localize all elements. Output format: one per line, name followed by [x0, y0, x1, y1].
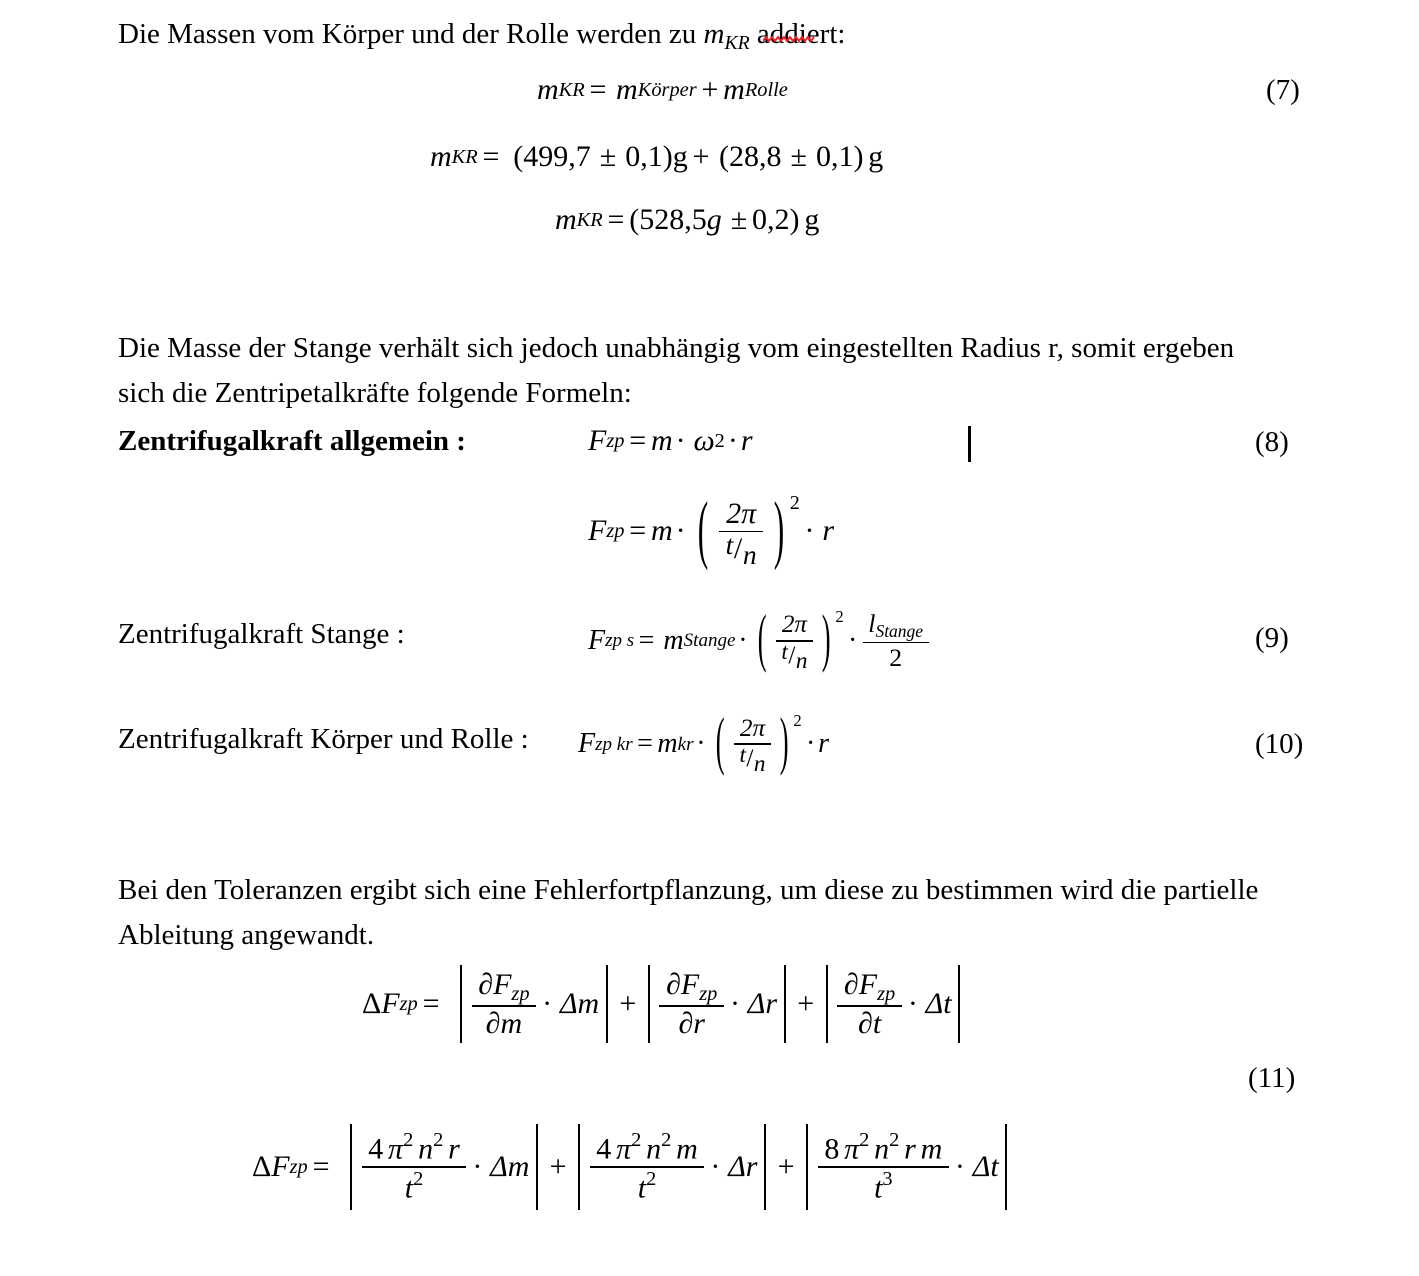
- eq7l3-unit: g: [804, 203, 820, 236]
- eq11e-term2-dot: ·: [710, 1150, 721, 1183]
- equation-10: [578, 708, 829, 778]
- intro-text-before: Die Massen vom Körper und der Rolle werden zu: [118, 18, 704, 50]
- eq8l2-dot1: ·: [675, 514, 686, 548]
- eq11e-term3-bar-left: [806, 1124, 808, 1210]
- eq7l2-close1: ): [662, 140, 673, 173]
- eq11p-term2-delta: Δr: [747, 987, 778, 1020]
- eq7-plus: +: [701, 73, 719, 106]
- eq10-exponent: 2: [793, 711, 802, 731]
- eq11p-term3-den-partial: ∂: [857, 1006, 873, 1040]
- eq11e-term1-numerator: [362, 1130, 467, 1166]
- eq11p-term1-bar-right: [606, 965, 608, 1043]
- eq11e-term2-delta: Δr: [728, 1150, 758, 1183]
- eq11p-plus2: +: [797, 987, 815, 1020]
- equation-8: [588, 424, 753, 458]
- eq8l2-frac-numerator: 2π: [726, 497, 757, 530]
- eq11p-term2-den-partial: ∂: [678, 1006, 694, 1040]
- eq11e-term2-fraction: [590, 1130, 705, 1204]
- eq9-dot2: ·: [847, 624, 858, 656]
- eq8-omega-exponent: 2: [714, 429, 725, 452]
- eq9-paren-right: ): [821, 605, 831, 674]
- eq11p-term3-numerator: [837, 969, 901, 1006]
- eq7l3-lhs-sub: KR: [576, 208, 603, 231]
- eq11e-term2-denominator: [631, 1168, 663, 1204]
- equation-number-10: (10): [1255, 728, 1304, 760]
- eq11e-lhs-sub: zp: [289, 1155, 308, 1178]
- eq11p-term3-partial: ∂: [843, 967, 859, 1001]
- eq11e-term2-bar-right: [764, 1124, 766, 1210]
- eq9-frac-denominator: [776, 638, 813, 674]
- text-caret: [968, 426, 971, 462]
- eq11e-term3-den: t: [874, 1171, 883, 1205]
- eq11p-term2-den-var: r: [693, 1006, 705, 1040]
- eq11p-lhs-var: F: [381, 987, 400, 1020]
- eq7-term2-sub: Rolle: [744, 78, 788, 101]
- eq7l2-unit1: g: [672, 140, 688, 173]
- eq7-term1-var: m: [616, 73, 638, 106]
- eq11e-equals: =: [312, 1150, 330, 1183]
- eq7-term2-var: m: [723, 73, 745, 106]
- eq11p-term2-bar-right: [784, 965, 786, 1043]
- eq9-length-denominator: 2: [889, 643, 903, 673]
- eq11p-equals: =: [422, 987, 440, 1020]
- eq10-frac-numerator: 2π: [739, 715, 766, 742]
- eq11e-term1-vars: r: [448, 1132, 460, 1166]
- eq11e-lhs-delta: Δ: [252, 1150, 272, 1183]
- eq11p-term2-fraction: [659, 969, 723, 1040]
- eq11e-term1-n: n: [418, 1132, 434, 1166]
- equation-number-8: (8): [1255, 426, 1289, 458]
- eq11p-term3-denominator: [851, 1007, 887, 1040]
- eq9-mass-sub: Stange: [683, 630, 736, 652]
- eq9-lhs-sub: zp s: [605, 630, 635, 652]
- eq9-lhs-var: F: [588, 624, 606, 656]
- eq9-frac-numerator: 2π: [781, 611, 808, 639]
- eq8-dot1: ·: [675, 424, 686, 457]
- eq11p-term1-fraction: [472, 969, 536, 1040]
- eq11e-term3-delta: Δt: [972, 1150, 999, 1183]
- eq9-slashed-fraction: [781, 638, 808, 674]
- eq7l2-open1: (: [513, 140, 524, 173]
- eq10-slashed-fraction: [739, 742, 766, 778]
- eq11e-term1-denominator: [398, 1168, 430, 1204]
- eq11p-term1-num-sub: zp: [511, 982, 530, 1005]
- eq11e-term2-den: t: [637, 1171, 647, 1205]
- eq7l2-tol2: 0,1: [816, 140, 854, 173]
- equation-7-line3: [555, 203, 819, 237]
- eq11e-term2-den-exp: 2: [646, 1167, 657, 1190]
- eq11e-term2-pi-exp: 2: [631, 1129, 642, 1152]
- eq10-paren-right: ): [779, 708, 789, 778]
- eq7l2-plus: +: [692, 140, 710, 173]
- eq11e-term3-coef: 8: [824, 1132, 840, 1166]
- eq11e-term1-dot: ·: [472, 1150, 483, 1183]
- paragraph-stange: Die Masse der Stange verhält sich jedoch unabhängig vom eingestellten Radius r, somit ergeben sich die Zentripetalkräfte folgende Formeln:: [118, 332, 1235, 409]
- eq10-lhs-var: F: [578, 728, 596, 760]
- eq11p-term1-partial: ∂: [478, 967, 494, 1001]
- eq11e-term1-bar-right: [536, 1124, 538, 1210]
- eq8l2-dot2: ·: [804, 514, 815, 548]
- eq10-mass-sub: kr: [677, 733, 694, 755]
- eq11p-term1-denominator: [479, 1007, 529, 1040]
- label-zentrifugalkraft-allgemein: Zentrifugalkraft allgemein :: [118, 425, 466, 457]
- equation-11-partial: [362, 965, 967, 1043]
- eq10-frac-denominator: [734, 742, 771, 778]
- eq11p-term1-delta: Δm: [559, 987, 600, 1020]
- eq11e-term3-bar-right: [1005, 1124, 1007, 1210]
- eq11p-term3-num-var: F: [858, 967, 878, 1001]
- eq8-dot2: ·: [727, 424, 738, 457]
- eq7-lhs-var: m: [537, 73, 559, 106]
- eq11e-term3-numerator: [818, 1130, 949, 1166]
- equation-11-explicit: [252, 1124, 1014, 1210]
- eq11e-term1-pi-exp: 2: [403, 1129, 414, 1152]
- equation-number-7: (7): [1266, 74, 1300, 106]
- eq7-equals: =: [589, 73, 607, 106]
- eq11e-term1-delta: Δm: [490, 1150, 530, 1183]
- eq11e-term2-numerator: [590, 1130, 705, 1166]
- eq7l2-unit2: g: [868, 140, 884, 173]
- eq11p-term3-abs: [819, 965, 967, 1043]
- eq11e-term1-den: t: [404, 1171, 414, 1205]
- eq11e-term3-abs: [799, 1124, 1014, 1210]
- eq11e-plus1: +: [549, 1150, 567, 1183]
- eq8l2-slashed-fraction: [725, 528, 757, 571]
- eq10-slash-den: n: [753, 751, 766, 778]
- eq11p-term3-delta: Δt: [925, 987, 952, 1020]
- eq11e-term3-pi: π: [844, 1132, 860, 1166]
- equation-7-line2: [430, 140, 883, 174]
- eq7l2-lhs-sub: KR: [451, 145, 478, 168]
- eq7l3-tol: 0,2: [752, 203, 790, 236]
- eq8l2-lhs-sub: zp: [606, 520, 625, 543]
- eq11e-term3-dot: ·: [954, 1150, 965, 1183]
- eq11e-term2-coef: 4: [596, 1132, 612, 1166]
- eq11p-term3-den-var: t: [872, 1006, 882, 1040]
- eq11p-term1-den-partial: ∂: [485, 1006, 501, 1040]
- eq11e-term3-fraction: [818, 1130, 949, 1204]
- eq7l3-value-unit-italic: g: [706, 203, 722, 236]
- label-zentrifugalkraft-koerper-rolle: Zentrifugalkraft Körper und Rolle :: [118, 723, 529, 755]
- eq8l2-mass: m: [650, 514, 673, 548]
- eq11e-term2-bar-left: [578, 1124, 580, 1210]
- label-zentrifugalkraft-stange: Zentrifugalkraft Stange :: [118, 618, 405, 650]
- eq10-radius: r: [818, 728, 829, 760]
- eq9-length-var: l: [868, 609, 876, 638]
- eq10-slash-num: t: [739, 742, 746, 769]
- eq7l2-pm1: ±: [599, 140, 617, 173]
- eq11p-term3-bar-left: [826, 965, 828, 1043]
- eq9-mass-var: m: [663, 624, 684, 656]
- eq11p-term1-abs: [453, 965, 614, 1043]
- eq11e-term3-n: n: [874, 1132, 890, 1166]
- eq10-paren-left: (: [716, 708, 726, 778]
- eq7l3-pm: ±: [730, 203, 748, 236]
- eq11e-term2-pi: π: [616, 1132, 632, 1166]
- eq11e-term1-pi: π: [388, 1132, 404, 1166]
- eq8l2-slash-den: n: [742, 539, 757, 571]
- eq11p-term3-num-sub: zp: [877, 982, 896, 1005]
- eq11e-term3-n-exp: 2: [889, 1129, 900, 1152]
- eq7l2-lhs-var: m: [430, 140, 452, 173]
- eq11p-lhs-delta: Δ: [362, 987, 382, 1020]
- eq11e-term2-abs: [571, 1124, 773, 1210]
- eq7l3-open: (: [629, 203, 640, 236]
- eq7l3-close: ): [789, 203, 800, 236]
- eq7l2-value1: 499,7: [523, 140, 591, 173]
- eq8l2-paren-group: [690, 487, 800, 573]
- eq7l2-pm2: ±: [790, 140, 807, 173]
- eq9-fraction: [776, 611, 813, 674]
- eq7l3-value: 528,5: [639, 203, 707, 236]
- eq11e-term1-fraction: [362, 1130, 467, 1204]
- eq11e-term1-bar-left: [350, 1124, 352, 1210]
- eq9-length-sub: Stange: [875, 621, 924, 642]
- eq11p-term1-numerator: [472, 969, 536, 1006]
- eq11p-term2-num-sub: zp: [699, 982, 718, 1005]
- eq11p-term2-partial: ∂: [666, 967, 681, 1001]
- eq11p-term2-bar-left: [648, 965, 650, 1043]
- eq9-equals: =: [638, 624, 655, 656]
- eq8-lhs-var: F: [588, 424, 607, 457]
- eq7-lhs-sub: KR: [558, 78, 585, 101]
- eq11e-term1-abs: [343, 1124, 545, 1210]
- equation-8-line2: [588, 487, 835, 573]
- eq7l3-equals: =: [607, 203, 625, 236]
- eq9-exponent: 2: [835, 607, 844, 627]
- paragraph-intro-mass: [118, 12, 1298, 57]
- eq9-dot1: ·: [738, 624, 748, 656]
- eq11p-term2-numerator: [659, 969, 723, 1006]
- eq8l2-slash: /: [733, 532, 743, 566]
- eq11p-term2-abs: [641, 965, 792, 1043]
- inline-variable-m: m: [703, 18, 725, 50]
- eq11p-term1-dot: ·: [542, 987, 553, 1020]
- inline-variable-m-subscript: KR: [724, 31, 750, 54]
- eq9-slash: /: [788, 641, 796, 669]
- intro-text-after: addiert:: [749, 18, 846, 50]
- equation-7: [537, 73, 788, 107]
- eq11e-lhs-var: F: [271, 1150, 290, 1183]
- equation-number-9: (9): [1255, 622, 1289, 654]
- eq11p-term3-bar-right: [958, 965, 960, 1043]
- eq10-mass-var: m: [657, 728, 678, 760]
- eq11e-plus2: +: [777, 1150, 795, 1183]
- eq11e-term3-var2: m: [920, 1132, 943, 1166]
- eq8l2-lhs-var: F: [588, 514, 607, 548]
- eq8l2-equals: =: [629, 514, 647, 548]
- eq11e-term1-coef: 4: [368, 1132, 384, 1166]
- equation-9: [588, 605, 931, 674]
- eq11p-plus1: +: [619, 987, 637, 1020]
- eq8-mass: m: [650, 424, 673, 457]
- eq9-slash-num: t: [781, 638, 788, 665]
- eq8l2-paren-right: ): [773, 487, 785, 573]
- eq11p-term1-bar-left: [460, 965, 462, 1043]
- eq11p-term3-dot: ·: [907, 987, 918, 1020]
- paragraph-toleranzen: Bei den Toleranzen ergibt sich eine Fehlerfortpflanzung, um diese zu bestimmen wird die partielle Ableitung angewandt.: [118, 874, 1259, 951]
- eq11e-term3-pi-exp: 2: [859, 1129, 870, 1152]
- eq7-term1-sub: Körper: [637, 78, 697, 101]
- spellcheck-squiggle-icon: [763, 36, 815, 43]
- eq10-fraction: [734, 715, 771, 778]
- eq8l2-slash-num: t: [725, 528, 734, 560]
- eq10-paren-group: [710, 708, 802, 778]
- eq8l2-radius: r: [822, 514, 835, 548]
- eq8l2-paren-left: (: [698, 487, 709, 573]
- eq11e-term2-n: n: [646, 1132, 662, 1166]
- eq7l3-lhs-var: m: [555, 203, 577, 236]
- eq10-lhs-sub: zp kr: [595, 733, 633, 755]
- eq11p-term1-num-var: F: [493, 967, 512, 1001]
- eq8-lhs-sub: zp: [606, 429, 625, 452]
- eq9-paren-left: (: [758, 605, 768, 674]
- eq10-equals: =: [637, 728, 653, 760]
- eq8-radius: r: [740, 424, 753, 457]
- eq11e-term2-n-exp: 2: [661, 1129, 672, 1152]
- eq11e-term3-den-exp: 3: [882, 1167, 893, 1190]
- eq11p-term1-den-var: m: [500, 1006, 523, 1040]
- eq9-paren-group: [752, 605, 844, 674]
- eq9-slash-den: n: [795, 647, 808, 674]
- eq7l2-close2: ): [853, 140, 864, 173]
- equation-number-11: (11): [1248, 1062, 1296, 1094]
- eq10-slash: /: [746, 745, 754, 773]
- eq7l2-equals: =: [482, 140, 500, 173]
- eq11e-term2-vars: m: [676, 1132, 698, 1166]
- eq7l2-value2: 28,8: [729, 140, 782, 173]
- eq11p-term3-fraction: [837, 969, 901, 1040]
- eq11p-term2-num-var: F: [680, 967, 700, 1001]
- eq8l2-exponent: 2: [789, 492, 800, 515]
- eq9-length-fraction: [863, 610, 929, 671]
- eq8l2-fraction: [719, 497, 763, 571]
- eq11e-term3-var1: r: [904, 1132, 916, 1166]
- eq11p-term2-dot: ·: [729, 987, 740, 1020]
- eq9-length-numerator: [863, 610, 929, 642]
- eq11p-term2-denominator: [672, 1007, 712, 1040]
- eq7l2-open2: (: [719, 140, 730, 173]
- eq8-omega: ω: [693, 424, 715, 457]
- eq8l2-frac-denominator: [719, 528, 763, 571]
- eq7l2-tol1: 0,1: [625, 140, 663, 173]
- eq11e-term1-n-exp: 2: [433, 1129, 444, 1152]
- eq10-dot1: ·: [696, 728, 706, 760]
- eq11p-lhs-sub: zp: [399, 992, 418, 1015]
- eq8-equals: =: [629, 424, 647, 457]
- eq10-dot2: ·: [805, 728, 816, 760]
- eq11e-term1-den-exp: 2: [413, 1167, 424, 1190]
- eq11e-term3-denominator: [867, 1168, 899, 1204]
